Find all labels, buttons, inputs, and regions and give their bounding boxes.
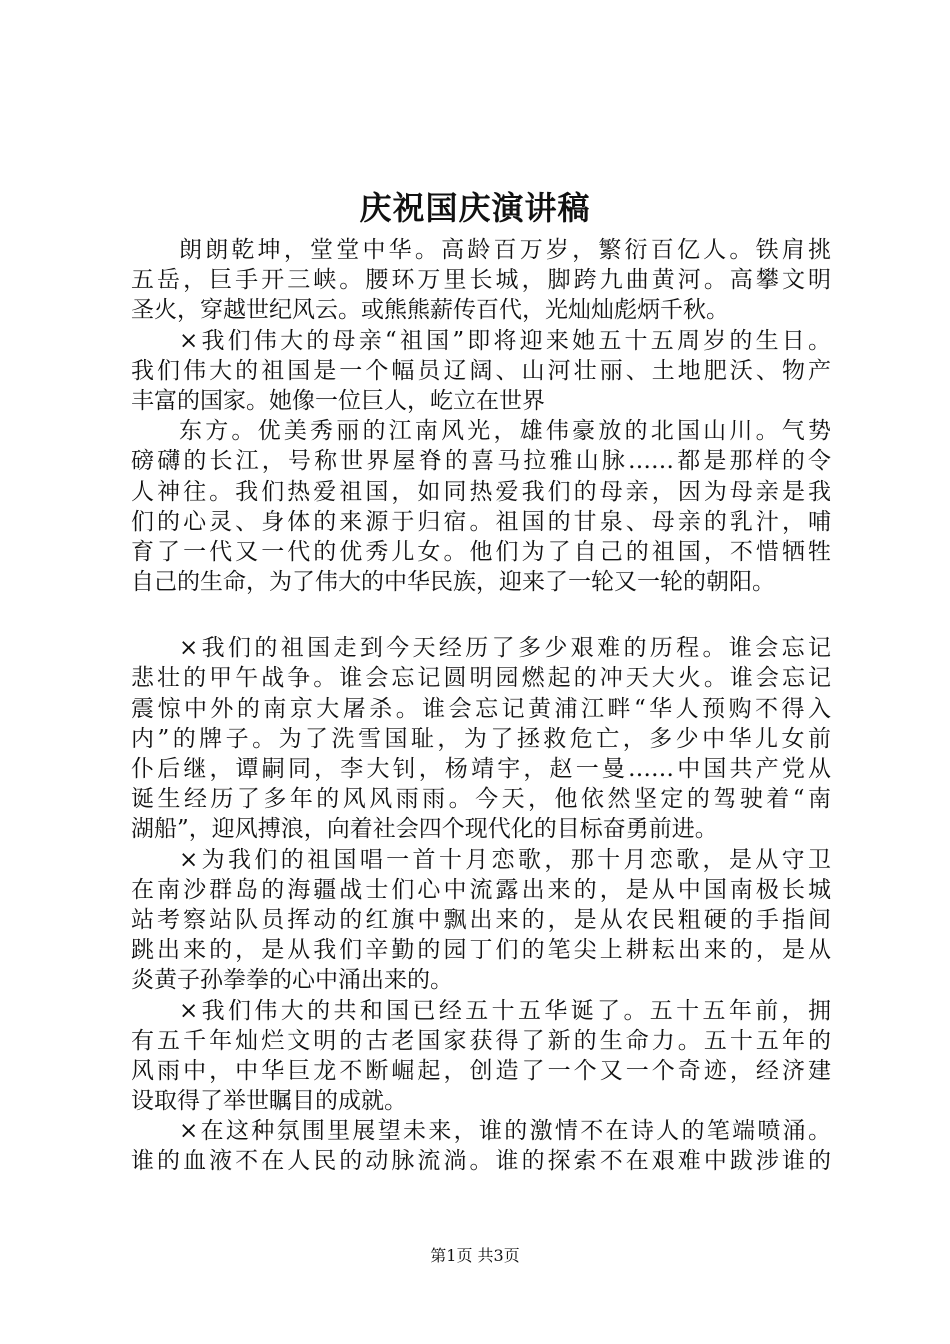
text-line: ×我们伟大的共和国已经五十五华诞了。五十五年前，拥 [179, 997, 831, 1024]
text-line: 我们伟大的祖国是一个幅员辽阔、山河壮丽、土地肥沃、物产 [131, 357, 831, 384]
text-line: 悲壮的甲午战争。谁会忘记圆明园燃起的冲天大火。谁会忘记 [131, 665, 831, 692]
text-line: 自己的生命，为了伟大的中华民族，迎来了一轮又一轮的朝阳。 [131, 569, 775, 596]
text-line: 东方。优美秀丽的江南风光，雄伟豪放的北国山川。气势 [179, 418, 831, 445]
text-line: 谁的血液不在人民的动脉流淌。谁的探索不在艰难中跋涉谁的 [131, 1148, 831, 1175]
paragraph [131, 1116, 831, 1176]
text-line: 五岳，巨手开三峡。腰环万里长城，脚跨九曲黄河。高攀文明 [131, 267, 831, 294]
page-footer: 第1页 共3页 [430, 1246, 520, 1265]
text-line: ×我们伟大的母亲“祖国”即将迎来她五十五周岁的生日。 [179, 327, 831, 354]
text-line: 育了一代又一代的优秀儿女。他们为了自己的祖国，不惜牺牲 [131, 538, 831, 565]
paragraph [131, 996, 831, 1117]
text-line: 人神往。我们热爱祖国，如同热爱我们的母亲，因为母亲是我 [131, 478, 831, 505]
text-line: 站考察站队员挥动的红旗中飘出来的，是从农民粗硬的手指间 [131, 906, 831, 933]
document-body [131, 235, 831, 1177]
document-title: 庆祝国庆演讲稿 [359, 189, 591, 227]
text-line: 圣火，穿越世纪风云。或熊熊薪传百代，光灿灿彪炳千秋。 [131, 297, 729, 324]
paragraph-gap [131, 597, 831, 633]
text-line: 湖船”，迎风搏浪，向着社会四个现代化的目标奋勇前进。 [131, 816, 718, 843]
text-line: 内”的牌子。为了洗雪国耻，为了拯救危亡，多少中华儿女前 [131, 725, 831, 752]
text-line: 丰富的国家。她像一位巨人，屹立在世界 [131, 387, 545, 414]
text-line: 仆后继，谭嗣同，李大钊，杨靖宇，赵一曼……中国共产党从 [131, 756, 831, 782]
text-line: 有五千年灿烂文明的古老国家获得了新的生命力。五十五年的 [131, 1027, 831, 1054]
text-line: 设取得了举世瞩目的成就。 [131, 1088, 407, 1115]
paragraph [131, 633, 831, 844]
text-line: 在南沙群岛的海疆战士们心中流露出来的，是从中国南极长城 [131, 876, 831, 903]
paragraph [131, 845, 831, 996]
text-line: 磅礴的长江，号称世界屋脊的喜马拉雅山脉……都是那样的令 [131, 448, 831, 475]
text-line: 风雨中，中华巨龙不断崛起，创造了一个又一个奇迹，经济建 [131, 1057, 831, 1084]
text-line: 诞生经历了多年的风风雨雨。今天，他依然坚定的驾驶着“南 [131, 786, 831, 813]
text-line: 震惊中外的南京大屠杀。谁会忘记黄浦江畔“华人预购不得入 [131, 695, 831, 722]
text-line: 朗朗乾坤，堂堂中华。高龄百万岁，繁衍百亿人。铁肩挑 [179, 237, 831, 263]
paragraph [131, 235, 831, 326]
paragraph [131, 416, 831, 597]
paragraph [131, 326, 831, 417]
text-line: 炎黄子孙拳拳的心中涌出来的。 [131, 967, 453, 994]
text-line: ×为我们的祖国唱一首十月恋歌，那十月恋歌，是从守卫 [179, 846, 831, 873]
text-line: 们的心灵、身体的来源于归宿。祖国的甘泉、母亲的乳汁，哺 [131, 508, 831, 535]
text-line: 跳出来的，是从我们辛勤的园丁们的笔尖上耕耘出来的，是从 [131, 937, 831, 964]
text-line: ×在这种氛围里展望未来，谁的激情不在诗人的笔端喷涌。 [179, 1118, 831, 1145]
text-line: ×我们的祖国走到今天经历了多少艰难的历程。谁会忘记 [179, 635, 831, 662]
